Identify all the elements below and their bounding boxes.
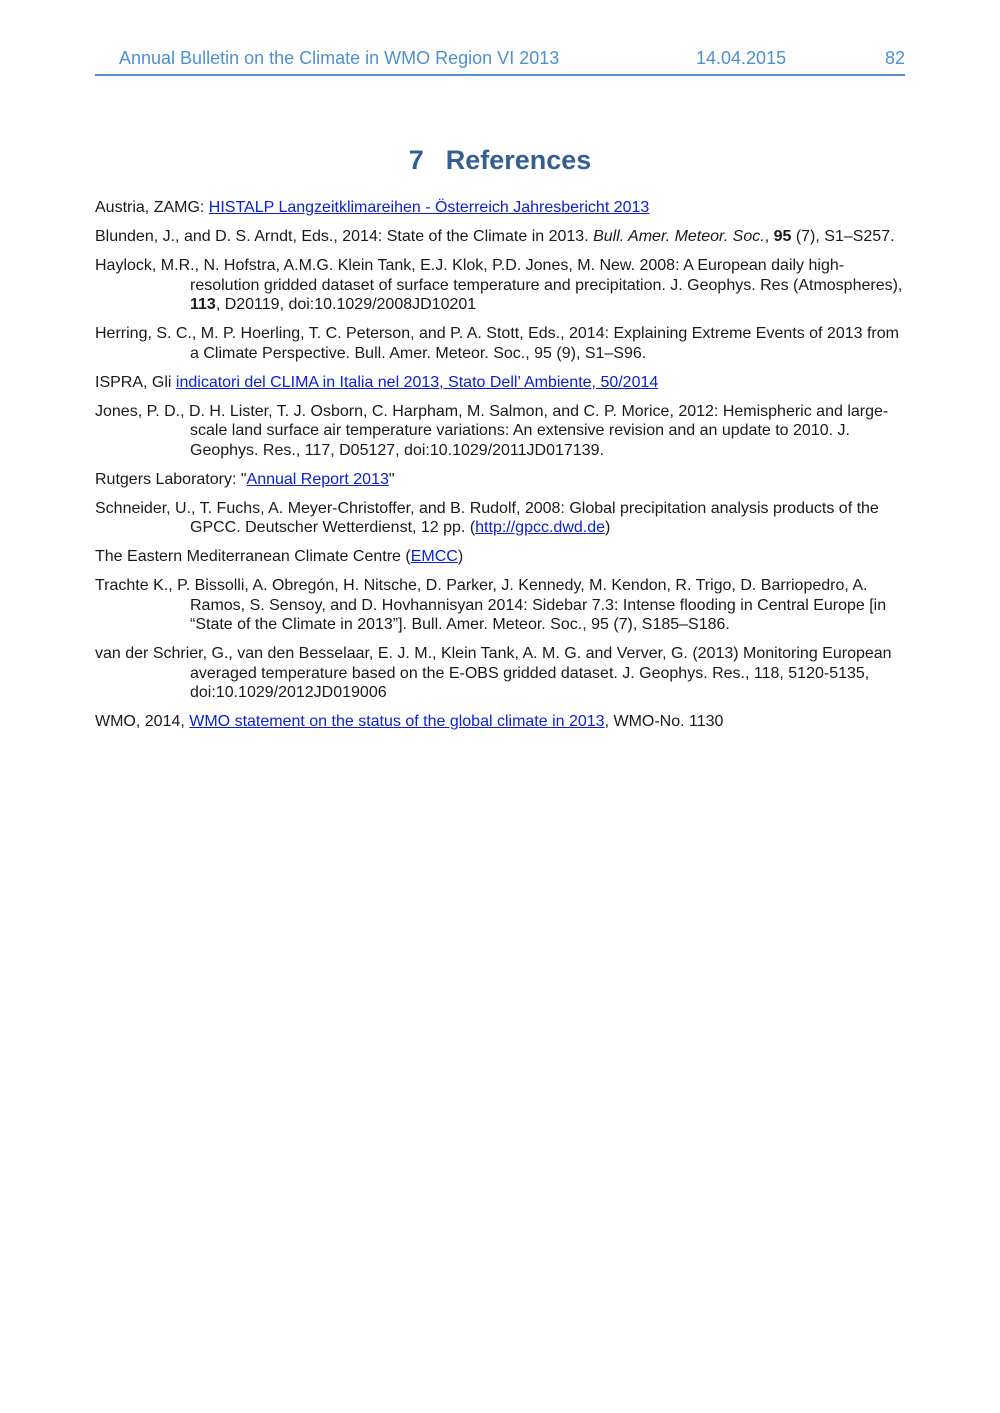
page-number: 82 <box>884 48 905 68</box>
reference-ispra <box>95 373 905 393</box>
reference-text: Rutgers Laboratory: " <box>95 470 247 488</box>
reference-haylock <box>95 256 905 315</box>
journal-name: Bull. Amer. Meteor. Soc. <box>593 228 765 245</box>
reference-wmo <box>95 712 905 732</box>
reference-text: Austria, ZAMG: <box>95 199 209 216</box>
section-title: References <box>445 145 592 175</box>
reference-blunden <box>95 227 905 247</box>
reference-text: ) <box>605 519 611 536</box>
reference-austria <box>95 198 905 218</box>
reference-herring: Herring, S. C., M. P. Hoerling, T. C. Peterson, and P. A. Stott, Eds., 2014: Explaining Extreme Events of 2013 from a Climate Perspective. Bull. Amer. Meteor. Soc., 95 (9), S1–S96. <box>95 325 899 362</box>
reference-text: Blunden, J., and D. S. Arndt, Eds., 2014: State of the Climate in 2013. <box>95 228 594 245</box>
reference-van-der-schrier: van der Schrier, G., van den Besselaar, E. J. M., Klein Tank, A. M. G. and Verver, G. (2013) Monitoring European averaged temperature based on the E-OBS gridded dataset. J. Geophys. Res., 118, 5120-5135, doi:10.1029/2012JD019006 <box>95 645 892 701</box>
reference-text: ISPRA, Gli <box>95 373 176 391</box>
reference-text: , D20119, doi:10.1029/2008JD10201 <box>215 296 477 313</box>
reference-text: " <box>388 470 395 488</box>
section-heading <box>0 145 1000 176</box>
reference-text: , <box>764 228 774 245</box>
reference-text: WMO, 2014, <box>95 713 190 730</box>
reference-schneider <box>95 499 905 538</box>
reference-text: Haylock, M.R., N. Hofstra, A.M.G. Klein Tank, E.J. Klok, P.D. Jones, M. New. 2008: A European daily high-resolution gridded dataset of surface temperature and precipitation. J. Geophys. Res (Atmospheres), <box>95 257 903 294</box>
ispra-clima-link[interactable]: indicatori del CLIMA in Italia nel 2013, Stato Dell’ Ambiente, 50/2014 <box>175 373 659 391</box>
histalp-link[interactable]: HISTALP Langzeitklimareihen - Österreich Jahresbericht 2013 <box>208 199 650 216</box>
volume-number: 113 <box>190 296 216 313</box>
reference-text: (7), S1–S257. <box>791 228 895 245</box>
volume-number: 95 <box>773 228 792 245</box>
section-number: 7 <box>408 145 424 175</box>
reference-text: The Eastern Mediterranean Climate Centre ( <box>95 548 411 565</box>
reference-text: , WMO-No. 1130 <box>604 713 724 730</box>
gpcc-link[interactable]: http://gpcc.dwd.de <box>475 519 606 536</box>
rutgers-annual-report-link[interactable]: Annual Report 2013 <box>246 470 389 488</box>
header-title: Annual Bulletin on the Climate in WMO Region VI 2013 <box>119 48 560 68</box>
reference-text: ) <box>457 548 464 565</box>
reference-jones: Jones, P. D., D. H. Lister, T. J. Osborn, C. Harpham, M. Salmon, and C. P. Morice, 2012: Hemispheric and large-scale land surface air temperature variations: An extensive revision and an update to 2010. J. Geophys. Res., 117, D05127, doi:10.1029/2011JD017139. <box>95 402 889 459</box>
reference-trachte: Trachte K., P. Bissolli, A. Obregón, H. Nitsche, D. Parker, J. Kennedy, M. Kendon, R. Trigo, D. Barriopedro, A. Ramos, S. Sensoy, and D. Hovhannisyan 2014: Sidebar 7.3: Intense flooding in Central Europe [in “State of the Climate in 2013”]. Bull. Amer. Meteor. Soc., 95 (7), S185–S186. <box>95 577 887 633</box>
header-date: 14.04.2015 <box>696 48 787 68</box>
reference-rutgers <box>95 470 905 490</box>
emcc-link[interactable]: EMCC <box>410 548 458 565</box>
page-header <box>95 44 905 76</box>
reference-list <box>95 198 905 741</box>
reference-text: Schneider, U., T. Fuchs, A. Meyer-Christoffer, and B. Rudolf, 2008: Global precipitation analysis products of the GPCC. Deutscher Wetterdienst, 12 pp. ( <box>95 499 879 536</box>
reference-emcc <box>95 547 905 567</box>
wmo-statement-link[interactable]: WMO statement on the status of the global climate in 2013 <box>189 713 605 730</box>
